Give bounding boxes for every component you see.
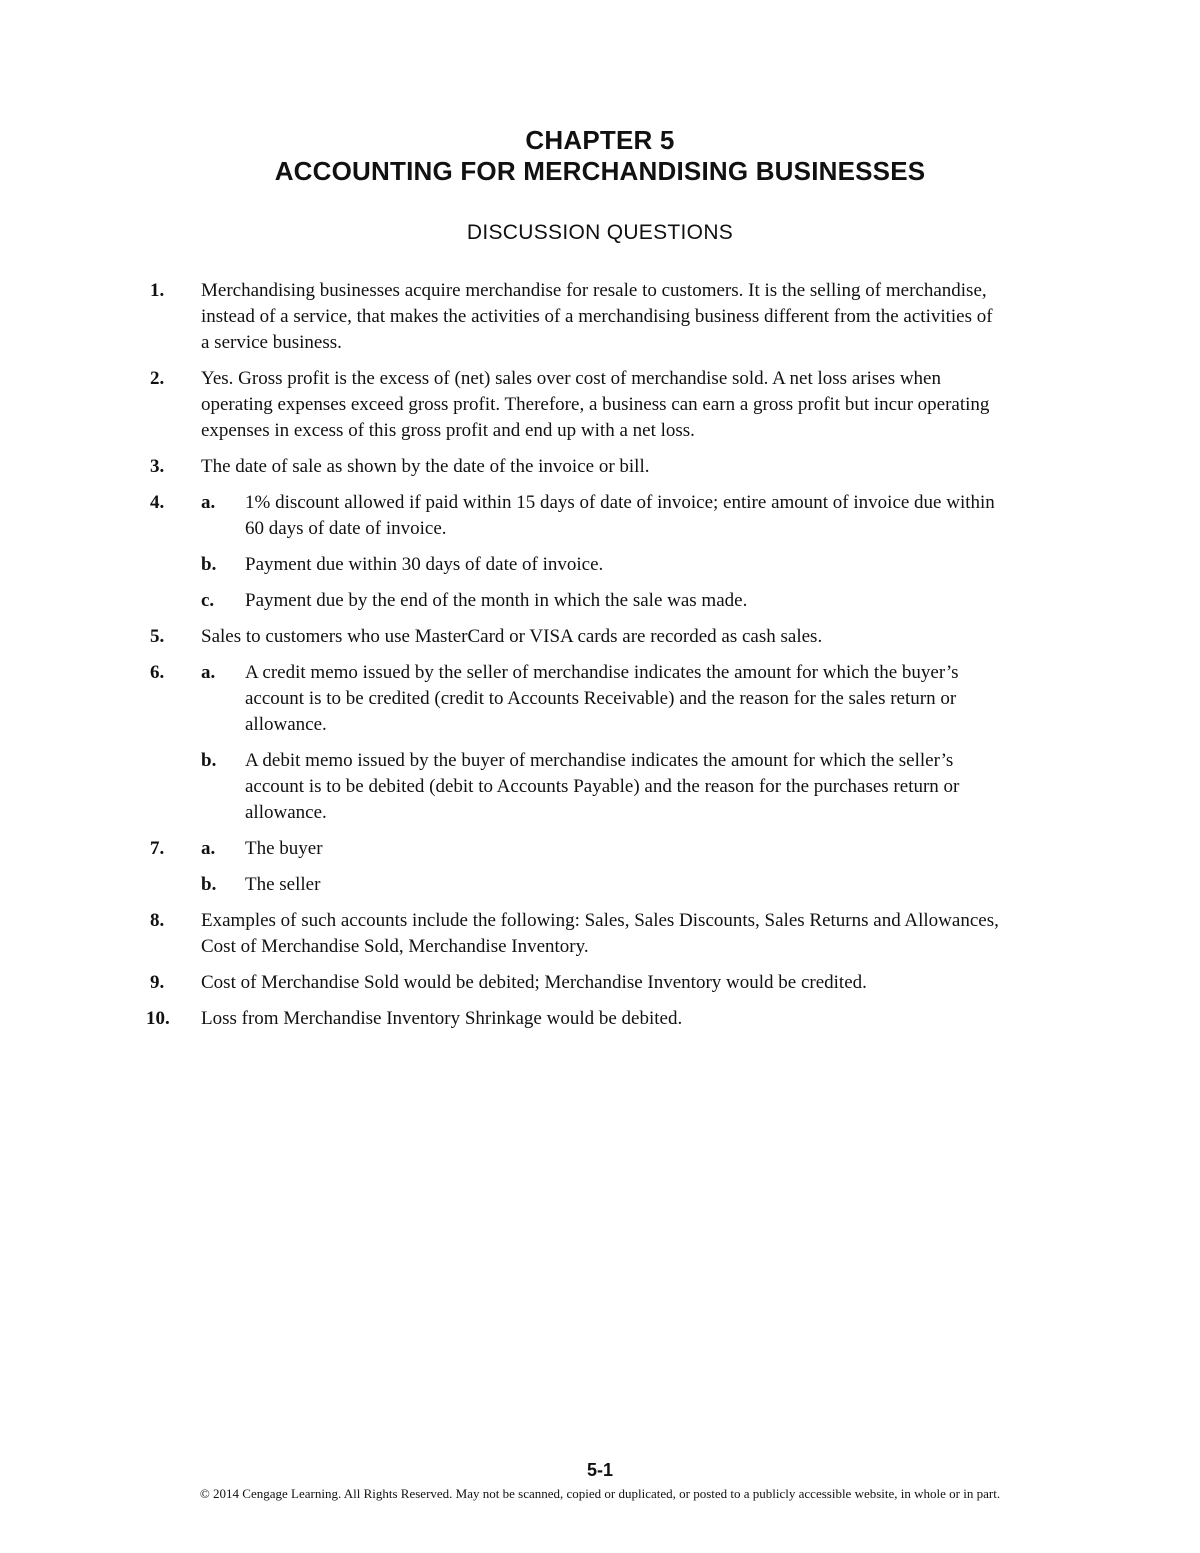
sub-answer-b (201, 748, 995, 826)
question-number: 7. (150, 838, 165, 859)
sub-text: The buyer (245, 838, 323, 859)
question-text: Loss from Merchandise Inventory Shrinkage would be debited. (201, 1008, 683, 1029)
question-text: The date of sale as shown by the date of the invoice or bill. (201, 456, 650, 477)
question-text: Yes. Gross profit is the excess of (net) sales over cost of merchandise sold. A net loss arises when operating expenses exceed gross profit. Therefore, a business can earn a gross profit but incur operating expenses in excess of this gross profit and end up with a net loss. (201, 368, 990, 441)
question-list (0, 278, 1200, 1042)
question-number: 8. (150, 910, 165, 931)
question-2 (0, 366, 1001, 444)
sub-answer-a (201, 490, 995, 542)
sub-answer-a (201, 836, 995, 862)
sub-label: a. (201, 492, 216, 513)
sub-text: 1% discount allowed if paid within 15 days of date of invoice; entire amount of invoice due within 60 days of date of invoice. (245, 492, 995, 539)
sub-text: A credit memo issued by the seller of merchandise indicates the amount for which the buyer’s account is to be credited (credit to Accounts Receivable) and the reason for the sales return or allowance. (245, 662, 959, 735)
question-text: Cost of Merchandise Sold would be debited; Merchandise Inventory would be credited. (201, 972, 867, 993)
question-text: Sales to customers who use MasterCard or VISA cards are recorded as cash sales. (201, 626, 823, 647)
sub-label: b. (201, 750, 217, 771)
question-number: 4. (150, 492, 165, 513)
sub-answer-b (201, 552, 995, 578)
sub-text: Payment due by the end of the month in which the sale was made. (245, 590, 748, 611)
copyright-notice: © 2014 Cengage Learning. All Rights Reserved. May not be scanned, copied or duplicated, or posted to a publicly accessible website, in whole or in part. (199, 1486, 1001, 1501)
sub-label: a. (201, 838, 216, 859)
question-6 (0, 660, 1001, 826)
sub-label: c. (201, 590, 215, 611)
page-number: 5-1 (586, 1460, 613, 1480)
question-8 (0, 908, 1001, 960)
question-1 (0, 278, 1001, 356)
question-number: 6. (150, 662, 165, 683)
question-number: 1. (150, 280, 165, 301)
question-7 (0, 836, 1001, 898)
question-number: 5. (150, 626, 165, 647)
question-10 (0, 1006, 1001, 1032)
sub-answer-b (201, 872, 995, 898)
sub-answer-c (201, 588, 995, 614)
question-text: Merchandising businesses acquire merchandise for resale to customers. It is the selling of merchandise, instead of a service, that makes the activities of a merchandising business different from the activities of a service business. (201, 280, 993, 353)
sub-text: The seller (245, 874, 321, 895)
question-5 (0, 624, 1001, 650)
chapter-title: ACCOUNTING FOR MERCHANDISING BUSINESSES (274, 156, 926, 186)
question-9 (0, 970, 1001, 996)
sub-label: b. (201, 554, 217, 575)
question-3 (0, 454, 1001, 480)
chapter-number: CHAPTER 5 (525, 125, 675, 155)
section-heading: DISCUSSION QUESTIONS (466, 221, 734, 244)
sub-label: a. (201, 662, 216, 683)
question-number: 9. (150, 972, 165, 993)
question-number: 10. (146, 1008, 170, 1029)
question-number: 3. (150, 456, 165, 477)
sub-label: b. (201, 874, 217, 895)
sub-text: Payment due within 30 days of date of invoice. (245, 554, 604, 575)
question-number: 2. (150, 368, 165, 389)
sub-answer-a (201, 660, 995, 738)
question-4 (0, 490, 1001, 614)
sub-text: A debit memo issued by the buyer of merchandise indicates the amount for which the seller’s account is to be debited (debit to Accounts Payable) and the reason for the purchases return or allowance. (245, 750, 960, 823)
question-text: Examples of such accounts include the following: Sales, Sales Discounts, Sales Returns and Allowances, Cost of Merchandise Sold, Merchandise Inventory. (201, 910, 999, 957)
